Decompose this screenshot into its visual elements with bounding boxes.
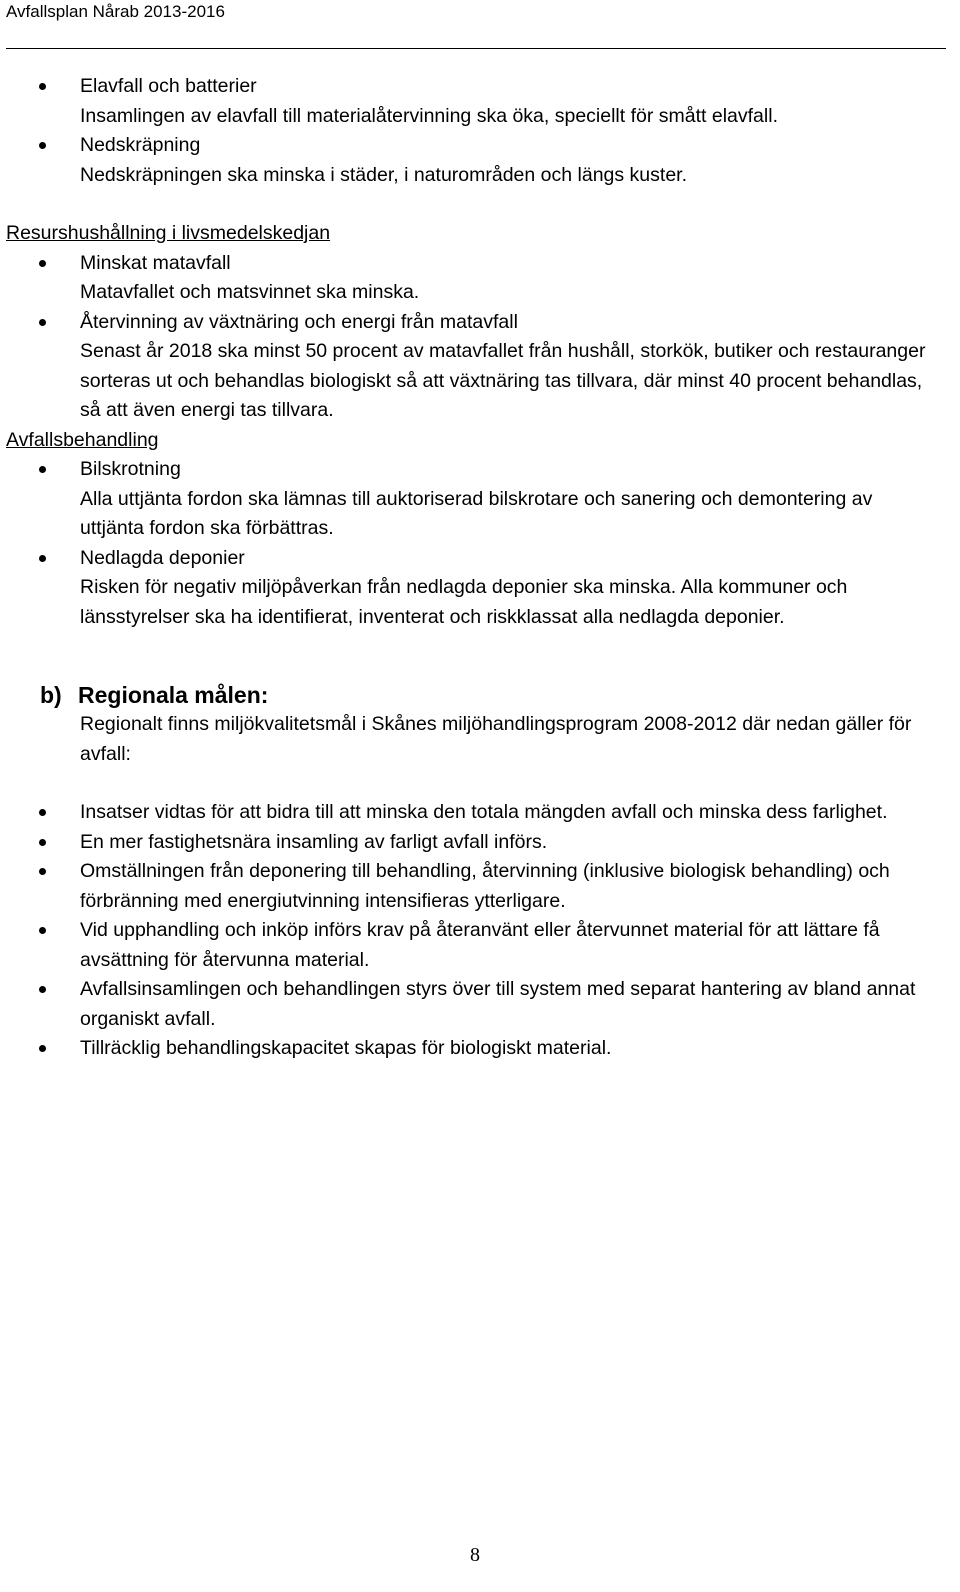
list-item-title: Elavfall och batterier (80, 75, 257, 97)
section-heading: Resurshushållning i livsmedelskedjan (6, 222, 331, 244)
bullet-icon (39, 83, 46, 90)
list-item-text: Insatser vidtas för att bidra till att minska den totala mängden avfall och minska dess farlighet. (80, 801, 888, 823)
section-heading: Avfallsbehandling (6, 428, 159, 451)
regional-goal-list (0, 798, 960, 1064)
list-item (0, 308, 930, 426)
list-item-title: Nedlagda deponier (80, 546, 245, 569)
section-label: b) (40, 682, 62, 708)
list-item-text: Tillräcklig behandlingskapacitet skapas för biologiskt material. (80, 1037, 612, 1059)
page-header (6, 0, 946, 49)
list-item (0, 828, 930, 858)
regional-goals-heading (0, 680, 960, 710)
list-item-title: Bilskrotning (80, 458, 181, 480)
list-item-text: Risken för negativ miljöpåverkan från nedlagda deponier ska minska. Alla kommuner och länsstyrelser ska ha identifierat, inventerat och riskklassat alla nedlagda deponier. (80, 576, 848, 628)
list-item-title: Nedskräpning (80, 134, 201, 156)
page-content (0, 72, 960, 1064)
bullet-icon (39, 319, 46, 326)
bullet-icon (39, 555, 46, 562)
list-item-text: En mer fastighetsnära insamling av farligt avfall införs. (80, 830, 548, 853)
goal-list-2 (0, 249, 960, 426)
bullet-icon (39, 142, 46, 149)
page-number: 8 (470, 1544, 480, 1566)
list-item (0, 131, 930, 190)
bullet-icon (39, 839, 46, 846)
bullet-icon (39, 809, 46, 816)
list-item-text: Alla uttjänta fordon ska lämnas till auktoriserad bilskrotare och sanering och demontering av uttjänta fordon ska förbättras. (80, 487, 873, 539)
list-item (0, 916, 930, 975)
list-item-text: Insamlingen av elavfall till materialåtervinning ska öka, speciellt för smått elavfall. (80, 104, 778, 127)
regional-intro: Regionalt finns miljökvalitetsmål i Skånes miljöhandlingsprogram 2008-2012 där nedan gäller för avfall: (80, 713, 912, 765)
list-item (0, 857, 930, 916)
list-item-text: Matavfallet och matsvinnet ska minska. (80, 281, 420, 303)
bullet-icon (39, 1045, 46, 1052)
list-item (0, 975, 930, 1034)
bullet-icon (39, 466, 46, 473)
list-item (0, 1034, 930, 1064)
goal-list-3 (0, 455, 960, 632)
bullet-icon (39, 927, 46, 934)
goal-list-1 (0, 72, 960, 190)
document-title: Avfallsplan Nårab 2013-2016 (6, 2, 225, 21)
list-item (0, 455, 930, 544)
list-item-title: Minskat matavfall (80, 251, 231, 274)
section-title: Regionala målen: (78, 682, 269, 708)
list-item-title: Återvinning av växtnäring och energi från matavfall (80, 310, 518, 333)
list-item-text: Nedskräpningen ska minska i städer, i naturområden och längs kuster. (80, 163, 687, 186)
list-item (0, 544, 930, 633)
list-item-text: Senast år 2018 ska minst 50 procent av matavfallet från hushåll, storkök, butiker och restauranger sorteras ut och behandlas biologiskt så att växtnäring tas tillvara, där minst 40 procent behandlas, så att även energi tas tillvara. (80, 340, 926, 421)
list-item-text: Omställningen från deponering till behandling, återvinning (inklusive biologisk behandling) och förbränning med energiutvinning intensifieras ytterligare. (80, 860, 890, 912)
bullet-icon (39, 986, 46, 993)
bullet-icon (39, 868, 46, 875)
list-item (0, 798, 930, 828)
bullet-icon (39, 260, 46, 267)
list-item (0, 72, 930, 131)
list-item-text: Vid upphandling och inköp införs krav på återanvänt eller återvunnet material för att lättare få avsättning för återvunna material. (80, 919, 880, 971)
list-item-text: Avfallsinsamlingen och behandlingen styrs över till system med separat hantering av bland annat organiskt avfall. (80, 978, 916, 1030)
list-item (0, 249, 930, 308)
